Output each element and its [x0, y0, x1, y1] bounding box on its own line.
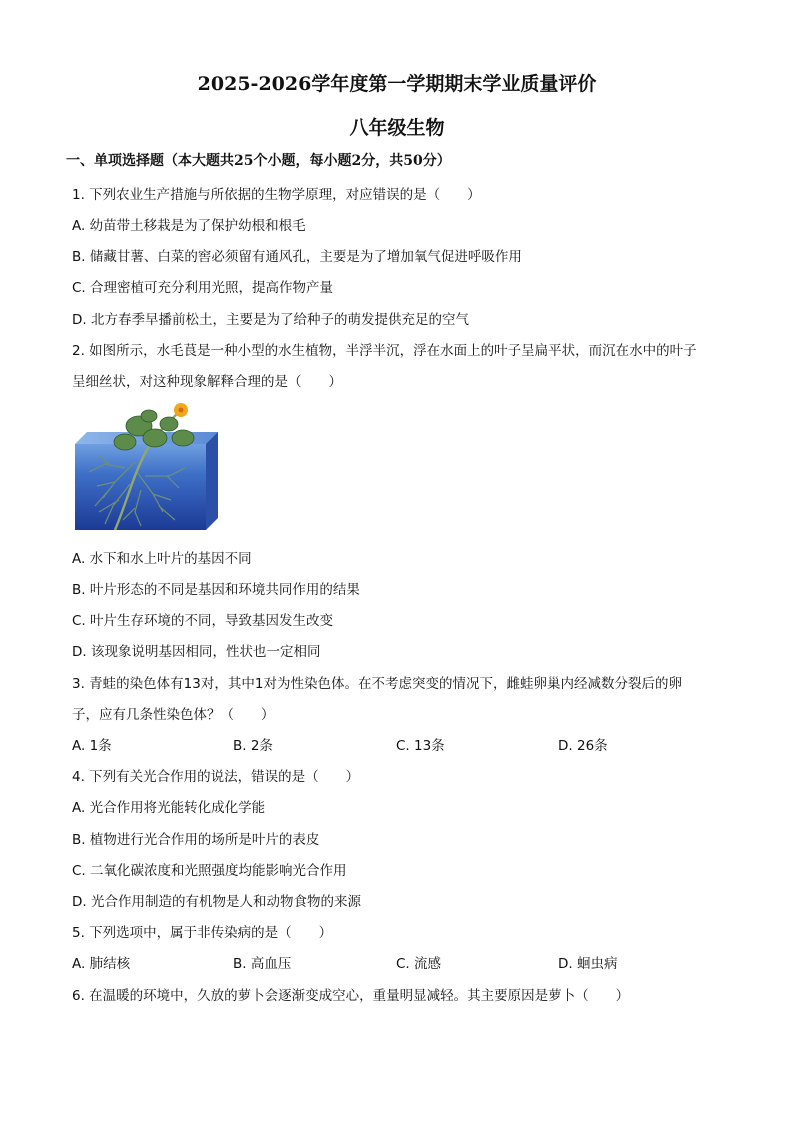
question-3-stem-line-2: 子，应有几条性染色体？（ ） — [72, 707, 275, 723]
exam-subject: 八年级生物 — [349, 117, 445, 139]
question-2-option-b: B. 叶片形态的不同是基因和环境共同作用的结果 — [72, 582, 360, 598]
question-5-option-a: A. 肺结核 — [72, 956, 131, 972]
question-6-stem: 6. 在温暖的环境中，久放的萝卜会逐渐变成空心，重量明显减轻。其主要原因是萝卜（ ） — [72, 988, 630, 1004]
question-4-option-c: C. 二氧化碳浓度和光照强度均能影响光合作用 — [72, 863, 347, 879]
exam-title: 2025-2026学年度第一学期期末学业质量评价 — [197, 73, 597, 95]
question-2-option-d: D. 该现象说明基因相同，性状也一定相同 — [72, 644, 321, 660]
question-5-option-d: D. 蛔虫病 — [558, 956, 618, 972]
question-1-stem: 1. 下列农业生产措施与所依据的生物学原理，对应错误的是（ ） — [72, 187, 481, 203]
question-1-option-c: C. 合理密植可充分利用光照，提高作物产量 — [72, 280, 334, 296]
question-1-option-b: B. 储藏甘薯、白菜的窖必须留有通风孔，主要是为了增加氧气促进呼吸作用 — [72, 249, 522, 265]
water-side — [206, 432, 218, 530]
question-5-stem: 5. 下列选项中，属于非传染病的是（ ） — [72, 925, 333, 941]
question-2-stem-line-2: 呈细丝状，对这种现象解释合理的是（ ） — [72, 374, 342, 390]
question-1-option-d: D. 北方春季早播前松土，主要是为了给种子的萌发提供充足的空气 — [72, 312, 469, 328]
question-3-option-b: B. 2条 — [233, 738, 273, 754]
section-heading: 一、单项选择题（本大题共25个小题，每小题2分，共50分） — [66, 153, 451, 169]
water-buttercup-illustration — [75, 402, 218, 530]
water-body — [75, 444, 206, 530]
question-5-option-c: C. 流感 — [396, 956, 442, 972]
question-3-option-d: D. 26条 — [558, 738, 608, 754]
question-5-option-b: B. 高血压 — [233, 956, 292, 972]
question-3-option-a: A. 1条 — [72, 738, 112, 754]
question-2-option-a: A. 水下和水上叶片的基因不同 — [72, 551, 252, 567]
question-4-option-a: A. 光合作用将光能转化成化学能 — [72, 800, 266, 816]
question-3-stem-line-1: 3. 青蛙的染色体有13对，其中1对为性染色体。在不考虑突变的情况下，雌蛙卵巢内经减数分裂后的卵 — [72, 676, 682, 692]
question-1-option-a: A. 幼苗带土移栽是为了保护幼根和根毛 — [72, 218, 306, 234]
flower — [174, 403, 188, 417]
question-2-stem-line-1: 2. 如图所示，水毛茛是一种小型的水生植物，半浮半沉，浮在水面上的叶子呈扁平状，而沉在水中的叶子 — [72, 343, 697, 359]
question-4-option-b: B. 植物进行光合作用的场所是叶片的表皮 — [72, 832, 320, 848]
question-4-option-d: D. 光合作用制造的有机物是人和动物食物的来源 — [72, 894, 361, 910]
water-buttercup-figure — [75, 402, 218, 530]
question-2-option-c: C. 叶片生存环境的不同，导致基因发生改变 — [72, 613, 334, 629]
question-4-stem: 4. 下列有关光合作用的说法，错误的是（ ） — [72, 769, 360, 785]
question-3-option-c: C. 13条 — [396, 738, 445, 754]
